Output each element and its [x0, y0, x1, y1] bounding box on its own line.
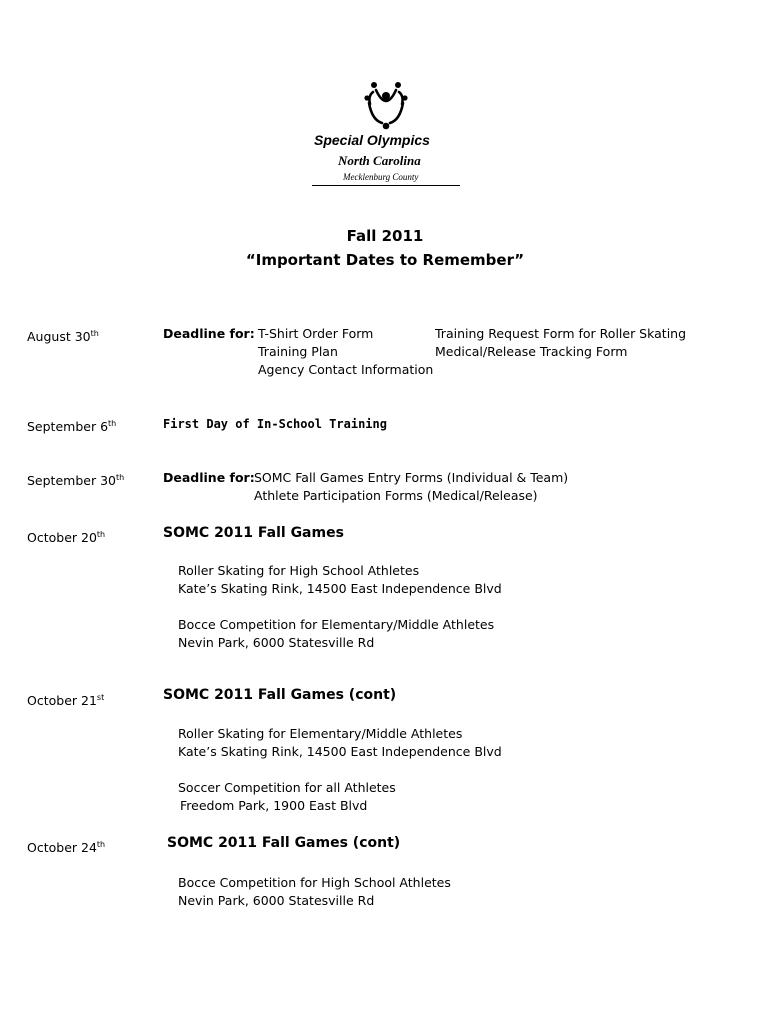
- list-item: Kate’s Skating Rink, 14500 East Independence Blvd: [178, 581, 502, 596]
- event-heading: SOMC 2011 Fall Games: [163, 525, 344, 541]
- logo-org-name: Special Olympics: [314, 132, 430, 148]
- list-item: Soccer Competition for all Athletes: [178, 780, 396, 795]
- event-date: August 30th: [27, 329, 99, 345]
- list-item: Kate’s Skating Rink, 14500 East Independence Blvd: [178, 744, 502, 759]
- page-subtitle: “Important Dates to Remember”: [245, 251, 525, 269]
- list-item: Roller Skating for High School Athletes: [178, 563, 420, 578]
- event-date: October 20th: [27, 530, 106, 546]
- logo-state: North Carolina: [338, 153, 421, 168]
- event-heading: SOMC 2011 Fall Games (cont): [163, 687, 397, 703]
- list-item: Roller Skating for Elementary/Middle Athletes: [178, 726, 463, 741]
- logo-divider: [312, 185, 460, 186]
- list-item: T-Shirt Order Form: [258, 326, 374, 341]
- page-title: Fall 2011: [346, 227, 424, 245]
- logo-county: Mecklenburg County: [343, 172, 419, 182]
- event-date: September 6th: [27, 419, 117, 435]
- event-date: October 24th: [27, 840, 106, 856]
- event-date: October 21st: [27, 693, 105, 709]
- list-item: SOMC Fall Games Entry Forms (Individual & Team): [254, 470, 569, 485]
- special-olympics-logo-icon: [360, 76, 412, 136]
- list-item: Training Request Form for Roller Skating: [435, 326, 687, 341]
- list-item: Training Plan: [258, 344, 338, 359]
- list-item: Bocce Competition for Elementary/Middle Athletes: [178, 617, 495, 632]
- event-description: First Day of In-School Training: [163, 417, 387, 431]
- list-item: Medical/Release Tracking Form: [435, 344, 628, 359]
- deadline-label: Deadline for:: [163, 470, 255, 485]
- deadline-label: Deadline for:: [163, 326, 255, 341]
- list-item: Nevin Park, 6000 Statesville Rd: [178, 635, 375, 650]
- list-item: Bocce Competition for High School Athletes: [178, 875, 451, 890]
- list-item: Freedom Park, 1900 East Blvd: [180, 798, 368, 813]
- list-item: Nevin Park, 6000 Statesville Rd: [178, 893, 375, 908]
- event-date: September 30th: [27, 473, 125, 489]
- list-item: Athlete Participation Forms (Medical/Release): [254, 488, 538, 503]
- event-heading: SOMC 2011 Fall Games (cont): [167, 835, 401, 851]
- list-item: Agency Contact Information: [258, 362, 434, 377]
